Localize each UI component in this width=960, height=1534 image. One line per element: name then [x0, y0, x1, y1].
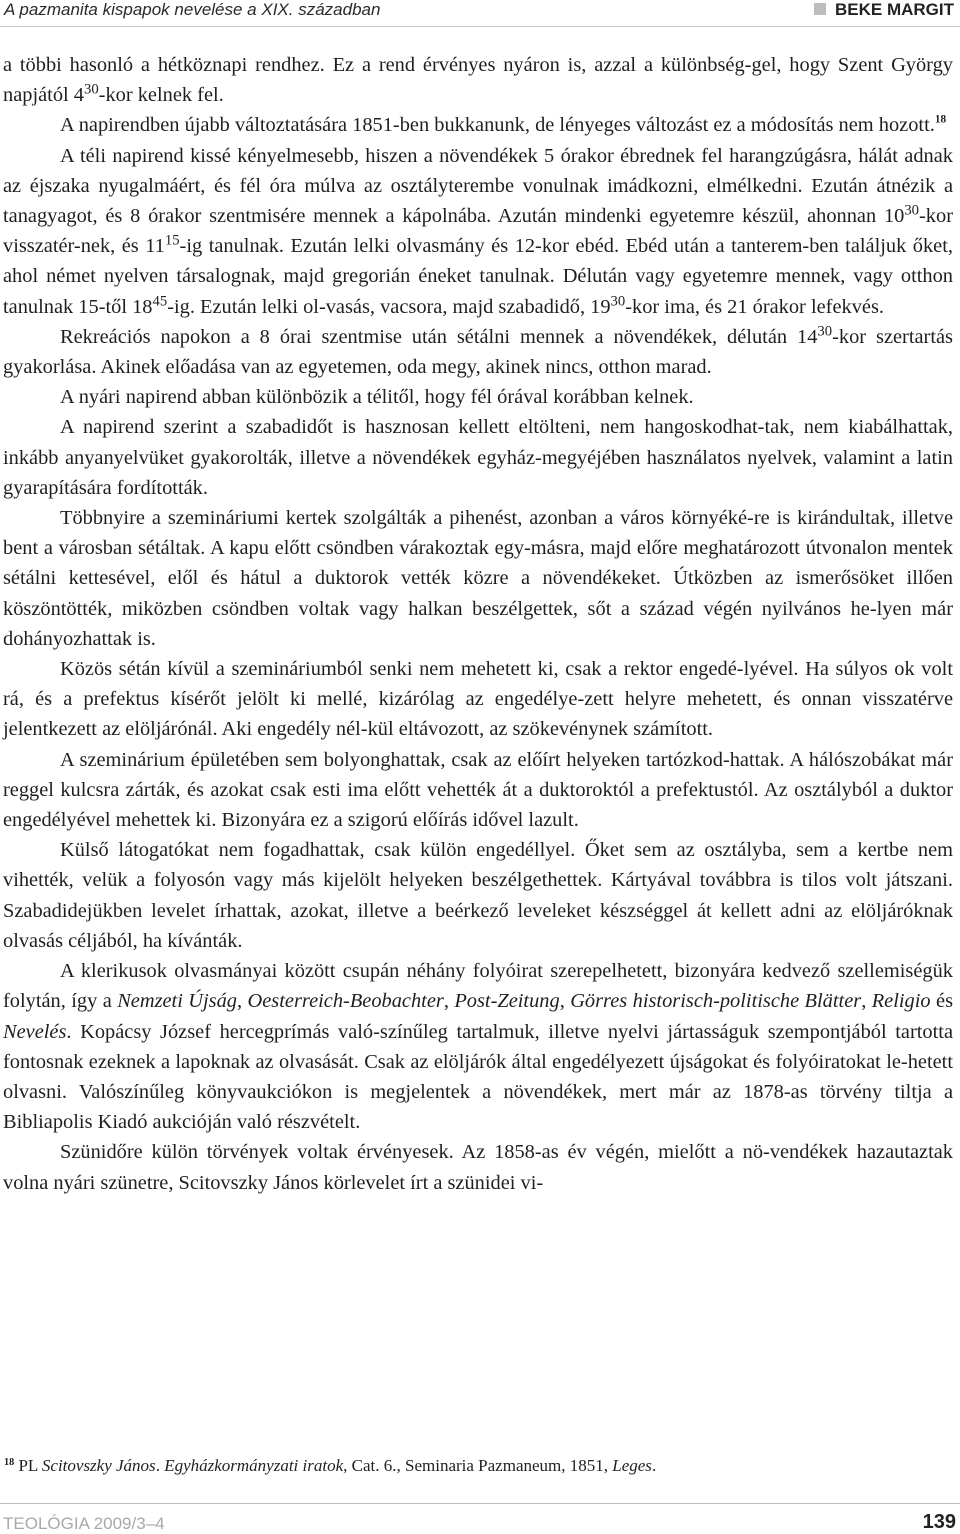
text-run: PL	[14, 1456, 42, 1475]
paragraph-7: Többnyire a szemináriumi kertek szolgálták a pihenést, azonban a város környéké-re is kirándultak, illetve bent a városban sétáltak. A kapu előtt csöndben várakoztak egy-másra, majd előre meghatározott útvonalon mentek sétálni kettesével, elől és hátul a duktorok vették közre a növendékeket. Útközben az ismerősöket illően köszöntötték, miközben csöndben voltak vagy halkan beszélgettek, sőt a század végén nyilvános he-lyen már dohányozhattak is.	[3, 507, 953, 650]
text-run: -ig. Ezután lelki ol-vasás, vacsora, majd szabadidő, 19	[167, 295, 611, 318]
article-body	[3, 50, 953, 1198]
paragraph-12: Szünidőre külön törvények voltak érvényesek. Az 1858-as év végén, mielőtt a nö-vendékek hazautaztak volna nyári szünetre, Scitovszky János körlevelet írt a szünidei vi-	[3, 1141, 953, 1194]
text-run: -kor visszatér-nek, és 11	[3, 205, 953, 258]
paragraph-4	[3, 322, 953, 382]
text-run: .	[651, 1456, 657, 1475]
periodical-title: Post-Zeitung	[454, 990, 560, 1013]
running-header	[0, 0, 960, 26]
text-run: A napirendben újabb változtatására 1851-ben bukkanunk, de lényeges változást ez a módosítás nem hozott.	[60, 114, 935, 137]
periodical-title: Religio	[871, 990, 931, 1013]
superscript: 30	[904, 202, 920, 219]
source-title: Egyházkormányzati iratok	[164, 1456, 344, 1475]
superscript: 15	[164, 232, 180, 249]
superscript: 30	[817, 323, 833, 340]
text-run: A téli napirend kissé kényelmesebb, hiszen a növendékek 5 órakor ébrednek fel harangzúgásra, hálát adnak az éjszaka nyugalmáért, és fél óra múlva az osztályterembe vonulnak imádkozni, elmélkedni. Ezután átnézik a tanagyagot, és 8 órakor szentmisére mennek a kápolnába. Azután mindenki egyetemre készül, ahonnan 10	[3, 144, 953, 228]
periodical-title: Nevelés	[3, 1020, 67, 1043]
superscript: 45	[152, 293, 168, 310]
text-run: .	[155, 1456, 165, 1475]
source-section: Leges	[612, 1456, 652, 1475]
header-rule	[0, 26, 960, 27]
text-run: -kor kelnek fel.	[98, 84, 224, 107]
page-number: 139	[922, 1511, 956, 1533]
text-run: . Kopácsy József hercegprímás való-színűleg tartalmuk, illetve nyelvi jártasságuk szempontjából tartotta fontosnak ezeknek a lapoknak az olvasását. Csak az elöljárók által engedélyezett újságokat és folyóiratokat le-hetett olvasni. Valószínűleg könyvaukciókon is megjelentek a növendékek, mert már az 1878-as törvény tiltja a Bibliapolis Kiadó aukcióján való részvételt.	[3, 1020, 953, 1134]
footer-rule	[0, 1503, 960, 1504]
footnote-18	[4, 1454, 954, 1478]
text-run: -ig tanulnak. Ezután lelki olvasmány és 12-kor ebéd. Ebéd után a tanterem-ben találjuk őket, ahol német nyelven társalognak, majd gregorián éneket tanulnak. Délután vagy egyetemre mennek, vagy otthon tanulnak 15-től 18	[3, 235, 953, 318]
paragraph-1	[3, 50, 953, 110]
header-title: A pazmanita kispapok nevelése a XIX. században	[4, 0, 381, 19]
periodical-title: Nemzeti Újság	[117, 990, 238, 1013]
footnote-number: 18	[4, 1456, 15, 1468]
journal-issue: TEOLÓGIA 2009/3–4	[3, 1514, 165, 1533]
separator: ,	[237, 990, 248, 1013]
paragraph-11	[3, 956, 953, 1137]
periodical-title: Oesterreich-Beobachter	[247, 990, 444, 1013]
superscript: 30	[610, 293, 626, 310]
header-author: BEKE MARGIT	[835, 0, 954, 19]
paragraph-3	[3, 141, 953, 322]
footnote-ref[interactable]: 18	[934, 114, 947, 126]
header-square-icon	[814, 3, 826, 15]
text-run: -kor szertartás gyakorlása. Akinek előadása van az egyetemen, oda megy, akinek nincs, otthon marad.	[3, 325, 953, 379]
text-run: , Cat. 6., Seminaria Pazmaneum, 1851,	[343, 1456, 613, 1475]
text-run: A klerikusok olvasmányai között csupán néhány folyóirat szerepelhetett, bizonyára kedvező szellemiségük folytán, így a	[3, 960, 953, 1013]
text-run: Rekreációs napokon a 8 órai szentmise után sétálni mennek a növendékek, délután 14	[60, 325, 818, 348]
paragraph-8: Közös sétán kívül a szemináriumból senki nem mehetett ki, csak a rektor engedé-lyével. Ha súlyos ok volt rá, és a prefektus kísérőt jelölt ki mellé, kizárólag az engedélye-zett helyre mehetett, és onnan visszatérve jelentkezett az elöljárónál. Aki engedély nél-kül eltávozott, az szökevénynek számított.	[3, 658, 953, 741]
author-name: Scitovszky János	[41, 1456, 156, 1475]
superscript: 30	[83, 81, 99, 98]
separator: ,	[559, 990, 571, 1013]
paragraph-10: Külső látogatókat nem fogadhattak, csak külön engedéllyel. Őket sem az osztályba, sem a kertbe nem vihették, velük a folyosón vagy más kijelölt helyeken beszélgethettek. Kártyával továbbra is tilos volt játszani. Szabadidejükben levelet írhattak, azokat, illetve a beérkező leveleket készséggel át kellett adni az elöljáróknak olvasás céljából, ha kívánták.	[3, 839, 953, 952]
periodical-title: Görres historisch-politische Blätter	[570, 990, 862, 1013]
text-run: -kor ima, és 21 órakor lefekvés.	[625, 295, 884, 318]
separator: ,	[861, 990, 872, 1013]
separator: ,	[443, 990, 455, 1013]
paragraph-6: A napirend szerint a szabadidőt is hasznosan kellett eltölteni, nem hangoskodhat-tak, nem kiabálhattak, inkább anyanyelvüket gyakorolták, illetve a növendékek egyház-megyéjében használatos nyelvek, valamint a latin gyarapítására fordították.	[3, 416, 953, 499]
paragraph-9: A szeminárium épületében sem bolyonghattak, csak az előírt helyeken tartózkod-hattak. A hálószobákat már reggel kulcsra zárták, és azokat csak esti ima előtt vehették át a duktoroktól a prefektustól. Az osztályból a duktor engedélyével mehettek ki. Bizonyára ez a szigorú előírás idővel lazult.	[3, 748, 953, 832]
text-run: a többi hasonló a hétköznapi rendhez. Ez a rend érvényes nyáron is, azzal a különbség-gel, hogy Szent György napjától 4	[3, 54, 953, 107]
separator: és	[930, 990, 954, 1013]
paragraph-5: A nyári napirend abban különbözik a télitől, hogy fél órával korábban kelnek.	[60, 386, 694, 409]
paragraph-2	[3, 110, 953, 140]
page-footer	[0, 1497, 960, 1534]
